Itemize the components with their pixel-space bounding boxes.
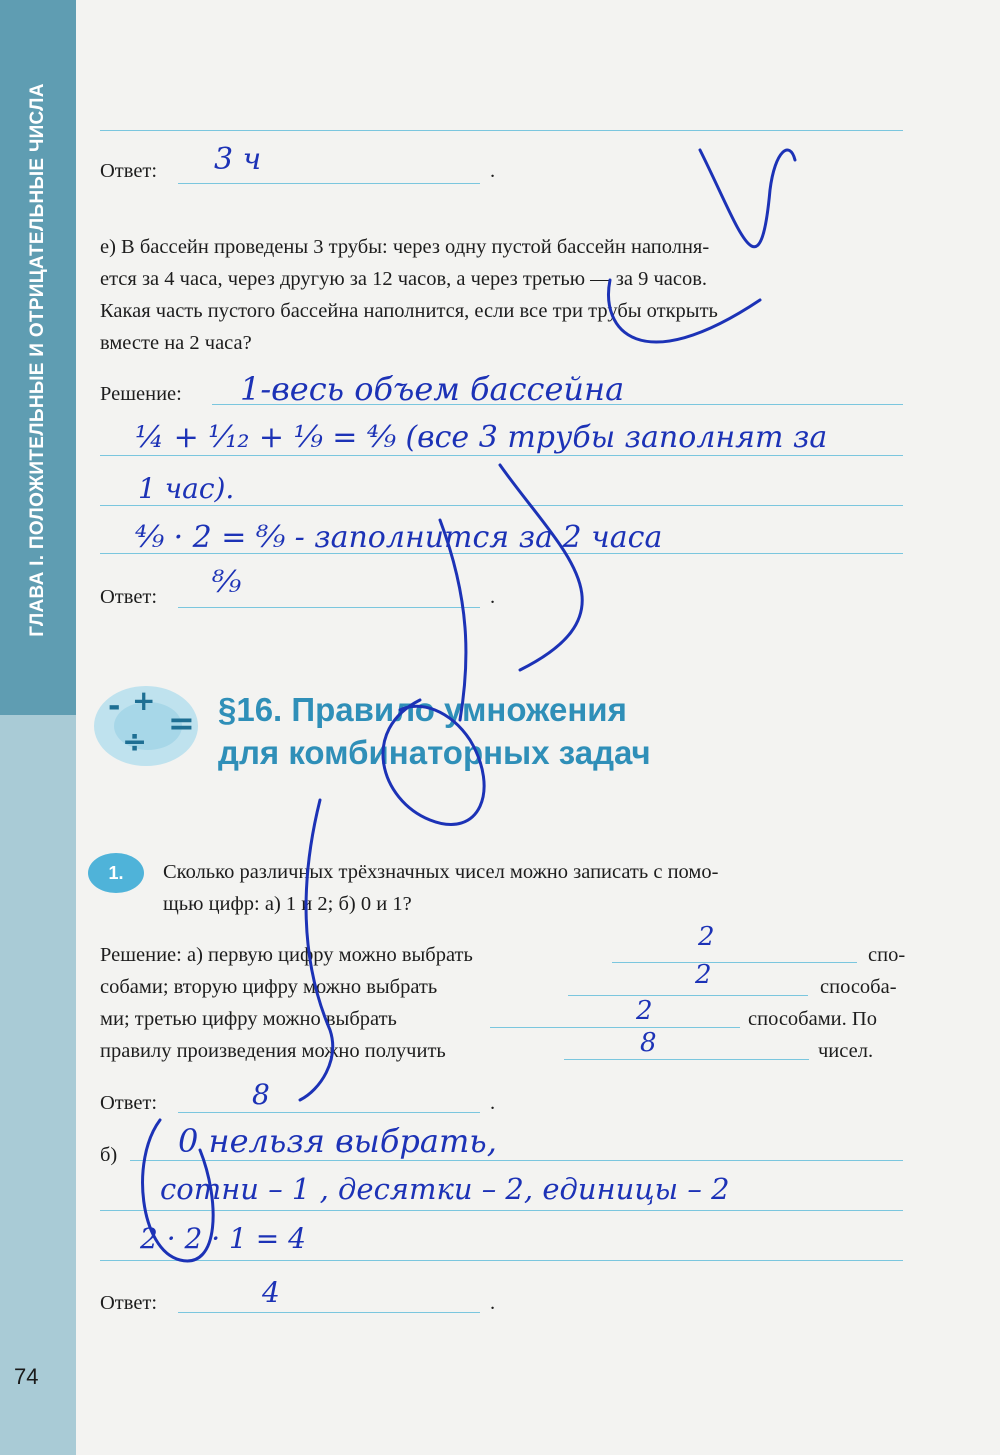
answer-label: Ответ:	[100, 1092, 158, 1114]
handwritten-part-b-3: 2 · 2 · 1 = 4	[140, 1222, 306, 1255]
fill-line	[564, 1059, 809, 1060]
svg-text:-: -	[108, 689, 121, 724]
handwritten-solution-e-4: ⁴⁄₉ · 2 = ⁸⁄₉ - заполнится за 2 часа	[135, 520, 663, 555]
arithmetic-signs-icon	[88, 676, 208, 776]
answer-dot: .	[490, 160, 496, 182]
handwritten-total: 8	[640, 1028, 657, 1058]
ruled-line	[100, 130, 903, 131]
handwritten-answer-b: 4	[262, 1276, 280, 1309]
answer-dot: .	[490, 1292, 496, 1314]
solution-a-line-4: правилу произведения можно получить	[100, 1040, 446, 1062]
exercise-number-badge: 1.	[88, 853, 144, 893]
solution-a-line-1-end: спо-	[868, 944, 906, 966]
part-b-label: б)	[100, 1144, 118, 1166]
handwritten-answer-e: ⁸⁄₉	[212, 565, 242, 600]
exercise-question-line-2: щью цифр: а) 1 и 2; б) 0 и 1?	[163, 893, 412, 915]
solution-a-line-1: Решение: а) первую цифру можно выбрать	[100, 944, 473, 966]
answer-line	[178, 183, 480, 184]
svg-text:=: =	[168, 704, 195, 742]
handwritten-part-b-1: 0 нельзя выбрать,	[178, 1122, 497, 1160]
fill-line	[612, 962, 857, 963]
svg-text:+: +	[132, 684, 156, 717]
problem-e-line-3: Какая часть пустого бассейна наполнится, если все три трубы открыть	[100, 300, 718, 322]
solution-label: Решение:	[100, 383, 182, 405]
ruled-line	[130, 1160, 903, 1161]
exercise-question-line-1: Сколько различных трёхзначных чисел можно записать с помо-	[163, 861, 719, 883]
solution-a-line-3-end: способами. По	[748, 1008, 877, 1030]
answer-line	[178, 1312, 480, 1313]
answer-dot: .	[490, 1092, 496, 1114]
fill-line	[568, 995, 808, 996]
ruled-line	[100, 1210, 903, 1211]
section-title-line-2: для комбинаторных задач	[218, 734, 651, 771]
solution-a-line-2-end: способа-	[820, 976, 897, 998]
sidebar-lower-band	[0, 715, 76, 1455]
answer-label: Ответ:	[100, 586, 158, 608]
chapter-title: ГЛАВА I. ПОЛОЖИТЕЛЬНЫЕ И ОТРИЦАТЕЛЬНЫЕ ЧИСЛА	[27, 83, 48, 637]
handwritten-second-digit: 2	[695, 960, 712, 990]
solution-a-line-2: собами; вторую цифру можно выбрать	[100, 976, 438, 998]
answer-label: Ответ:	[100, 1292, 158, 1314]
svg-text:÷: ÷	[122, 725, 148, 760]
handwritten-solution-e-2: ¼ + ¹⁄₁₂ + ⅑ = ⁴⁄₉ (все 3 трубы заполнят за	[135, 420, 828, 455]
page-number: 74	[14, 1364, 39, 1389]
handwritten-third-digit: 2	[636, 996, 653, 1026]
section-title-line-1: §16. Правило умножения	[218, 691, 627, 728]
ruled-line	[100, 455, 903, 456]
fill-line	[490, 1027, 740, 1028]
ruled-line	[100, 1260, 903, 1261]
section-title	[218, 688, 651, 774]
handwritten-solution-e-1: 1-весь объем бассейна	[240, 370, 625, 408]
handwritten-part-b-2: сотни – 1 , десятки – 2, единицы – 2	[160, 1172, 730, 1206]
problem-e-line-1: е) В бассейн проведены 3 трубы: через одну пустой бассейн наполня-	[100, 236, 710, 258]
solution-a-line-3: ми; третью цифру можно выбрать	[100, 1008, 397, 1030]
problem-e-line-4: вместе на 2 часа?	[100, 332, 252, 354]
solution-a-line-4-end: чисел.	[818, 1040, 874, 1062]
answer-line	[178, 1112, 480, 1113]
handwritten-answer-a: 8	[252, 1078, 270, 1111]
answer-dot: .	[490, 586, 496, 608]
answer-line	[178, 607, 480, 608]
answer-label: Ответ:	[100, 160, 158, 182]
ruled-line	[100, 505, 903, 506]
handwritten-first-digit: 2	[698, 922, 715, 952]
handwritten-answer-prev: 3 ч	[214, 142, 262, 177]
problem-e-line-2: ется за 4 часа, через другую за 12 часов, а через третью — за 9 часов.	[100, 268, 708, 290]
handwritten-solution-e-3: 1 час).	[138, 472, 235, 505]
